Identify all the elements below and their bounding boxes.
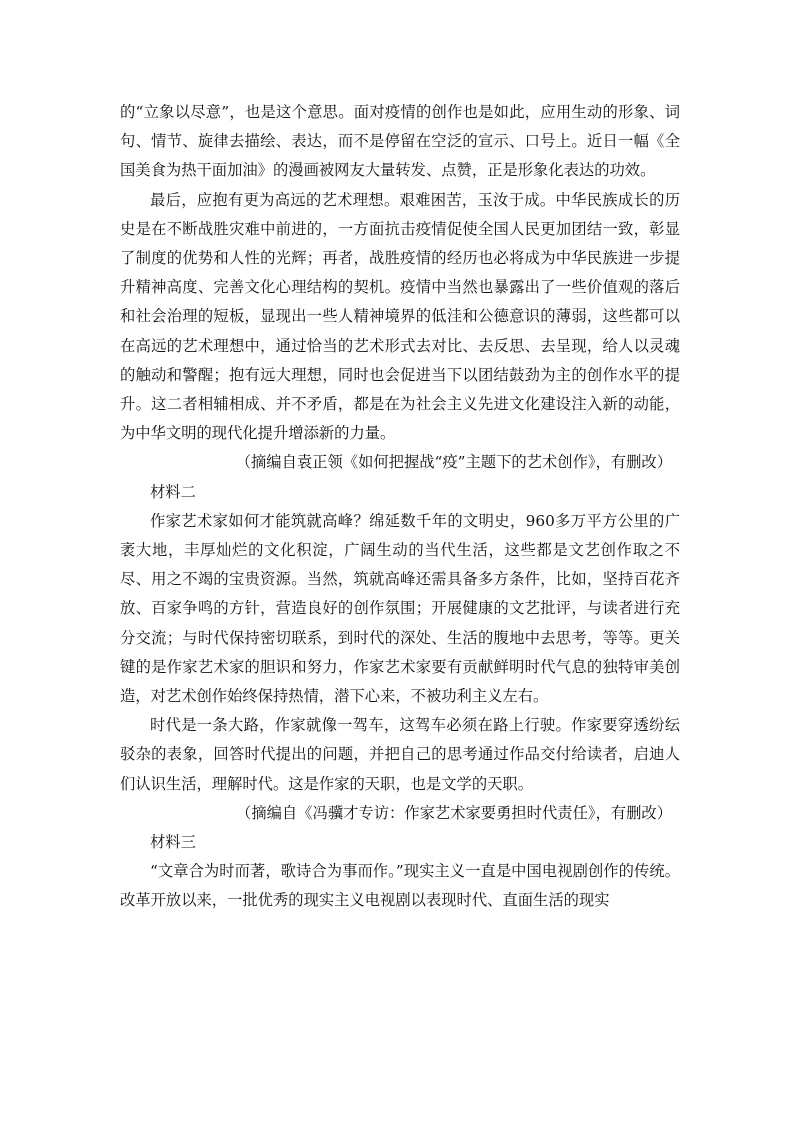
section-heading-material-2: 材料二 [150,482,196,501]
paragraph-writers-duty: 时代是一条大路，作家就像一驾车，这驾车必须在路上行驶。作家要穿透纷纭驳杂的表象，回答时代提出的问题，并把自己的思考通过作品交付给读者，启迪人们认识生活，理解时代。这是作家的天职，也是文学的天职。 [120,716,680,793]
paragraph-intro-continuation: 的“立象以尽意”，也是这个意思。面对疫情的创作也是如此，应用生动的形象、词句、情节、旋律去描绘、表达，而不是停留在空泛的宣示、口号上。近日一幅《全国美食为热干面加油》的漫画被网友大量转发、点赞，正是形象化表达的功效。 [120,103,680,180]
section-heading-material-3: 材料三 [150,833,196,852]
paragraph-artistic-ideals: 最后，应抱有更为高远的艺术理想。艰难困苦，玉汝于成。中华民族成长的历史是在不断战胜灾难中前进的，一方面抗击疫情促使全国人民更加团结一致，彰显了制度的优势和人性的光辉；再者，战胜疫情的经历也必将成为中华民族进一步提升精神高度、完善文化心理结构的契机。疫情中当然也暴露出了一些价值观的落后和社会治理的短板，显现出一些人精神境界的低洼和公德意识的薄弱，这些都可以在高远的艺术理想中，通过恰当的艺术形式去对比、去反思、去呈现，给人以灵魂的触动和警醒；抱有远大理想，同时也会促进当下以团结鼓劲为主的创作水平的提升。这二者相辅相成、并不矛盾，都是在为社会主义先进文化建设注入新的动能，为中华文明的现代化提升增添新的力量。 [120,190,680,443]
source-citation-material-2: （摘编自《冯骥才专访：作家艺术家要勇担时代责任》，有删改） [236,803,672,822]
paragraph-realism-tv: “文章合为时而著，歌诗合为事而作。”现实主义一直是中国电视剧创作的传统。改革开放以来，一批优秀的现实主义电视剧以表现时代、直面生活的现实 [120,862,680,910]
document-body [120,98,680,916]
paragraph-building-peaks: 作家艺术家如何才能筑就高峰？绵延数千年的文明史，960多万平方公里的广袤大地，丰厚灿烂的文化积淀，广阔生动的当代生活，这些都是文艺创作取之不尽、用之不竭的宝贵资源。当然，筑就高峰还需具备多方条件，比如，坚持百花齐放、百家争鸣的方针，营造良好的创作氛围；开展健康的文艺批评，与读者进行充分交流；与时代保持密切联系，到时代的深处、生活的腹地中去思考，等等。更关键的是作家艺术家的胆识和努力，作家艺术家要有贡献鲜明时代气息的独特审美创造，对艺术创作始终保持热情，潜下心来，不被功利主义左右。 [120,511,680,706]
source-citation-material-1: （摘编自袁正领《如何把握战“疫”主题下的艺术创作》，有删改） [235,453,672,472]
